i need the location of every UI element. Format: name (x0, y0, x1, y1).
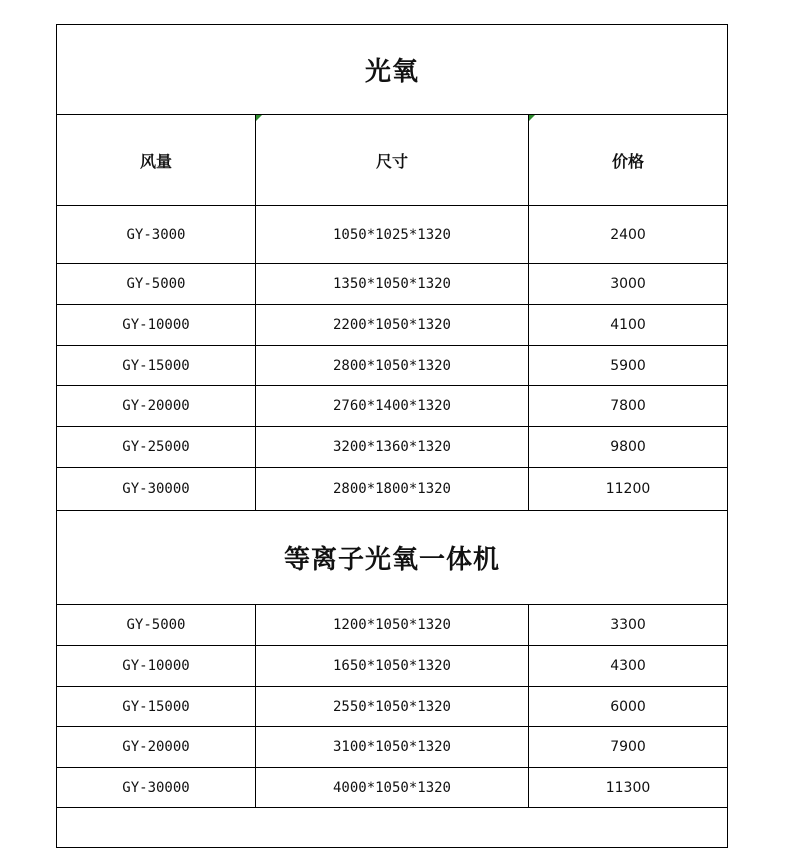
cell-size[interactable]: 2800*1050*1320 (256, 346, 529, 386)
table-row (57, 346, 728, 386)
cell-price[interactable]: 7800 (529, 386, 728, 427)
header-size[interactable] (256, 115, 529, 206)
table-row (57, 687, 728, 727)
cell-model[interactable]: GY-5000 (57, 605, 256, 646)
cell-price[interactable]: 4300 (529, 646, 728, 687)
price-table (56, 24, 728, 848)
cell-model[interactable]: GY-15000 (57, 687, 256, 727)
cell-price[interactable]: 5900 (529, 346, 728, 386)
table-row (57, 727, 728, 768)
cell-size[interactable]: 4000*1050*1320 (256, 768, 529, 808)
header-price[interactable] (529, 115, 728, 206)
cell-model[interactable]: GY-3000 (57, 206, 256, 264)
cell-price[interactable]: 3300 (529, 605, 728, 646)
cell-price[interactable]: 11200 (529, 468, 728, 511)
cell-size[interactable]: 1050*1025*1320 (256, 206, 529, 264)
cell-size[interactable]: 1650*1050*1320 (256, 646, 529, 687)
cell-price[interactable]: 7900 (529, 727, 728, 768)
table-row (57, 646, 728, 687)
table-row (57, 768, 728, 808)
table-row (57, 206, 728, 264)
cell-size[interactable]: 3100*1050*1320 (256, 727, 529, 768)
cell-model[interactable]: GY-10000 (57, 646, 256, 687)
section-title-row (57, 511, 728, 605)
table-row (57, 468, 728, 511)
table-row (57, 264, 728, 305)
cell-price[interactable]: 11300 (529, 768, 728, 808)
table-row (57, 386, 728, 427)
header-airflow[interactable]: 风量 (57, 115, 256, 206)
cell-size[interactable]: 1200*1050*1320 (256, 605, 529, 646)
header-price-label: 价格 (612, 151, 645, 171)
cell-size[interactable]: 2760*1400*1320 (256, 386, 529, 427)
cell-model[interactable]: GY-25000 (57, 427, 256, 468)
cell-price[interactable]: 2400 (529, 206, 728, 264)
cell-size[interactable]: 2200*1050*1320 (256, 305, 529, 346)
cell-price[interactable]: 3000 (529, 264, 728, 305)
table-row (57, 427, 728, 468)
section-title-row (57, 25, 728, 115)
header-row (57, 115, 728, 206)
table-row (57, 605, 728, 646)
cell-price[interactable]: 4100 (529, 305, 728, 346)
cell-size[interactable]: 2550*1050*1320 (256, 687, 529, 727)
cell-price[interactable]: 6000 (529, 687, 728, 727)
empty-cell[interactable] (57, 808, 728, 848)
cell-model[interactable]: GY-30000 (57, 468, 256, 511)
cell-comment-marker (256, 115, 262, 121)
cell-size[interactable]: 3200*1360*1320 (256, 427, 529, 468)
cell-model[interactable]: GY-20000 (57, 386, 256, 427)
cell-size[interactable]: 2800*1800*1320 (256, 468, 529, 511)
cell-size[interactable]: 1350*1050*1320 (256, 264, 529, 305)
table-row-empty (57, 808, 728, 848)
section-title-plasma[interactable]: 等离子光氧一体机 (57, 511, 728, 605)
cell-model[interactable]: GY-20000 (57, 727, 256, 768)
cell-model[interactable]: GY-10000 (57, 305, 256, 346)
cell-price[interactable]: 9800 (529, 427, 728, 468)
header-size-label: 尺寸 (375, 151, 408, 171)
table-row (57, 305, 728, 346)
cell-model[interactable]: GY-30000 (57, 768, 256, 808)
section-title-guangyang[interactable]: 光氧 (57, 25, 728, 115)
cell-model[interactable]: GY-5000 (57, 264, 256, 305)
cell-comment-marker (529, 115, 535, 121)
cell-model[interactable]: GY-15000 (57, 346, 256, 386)
